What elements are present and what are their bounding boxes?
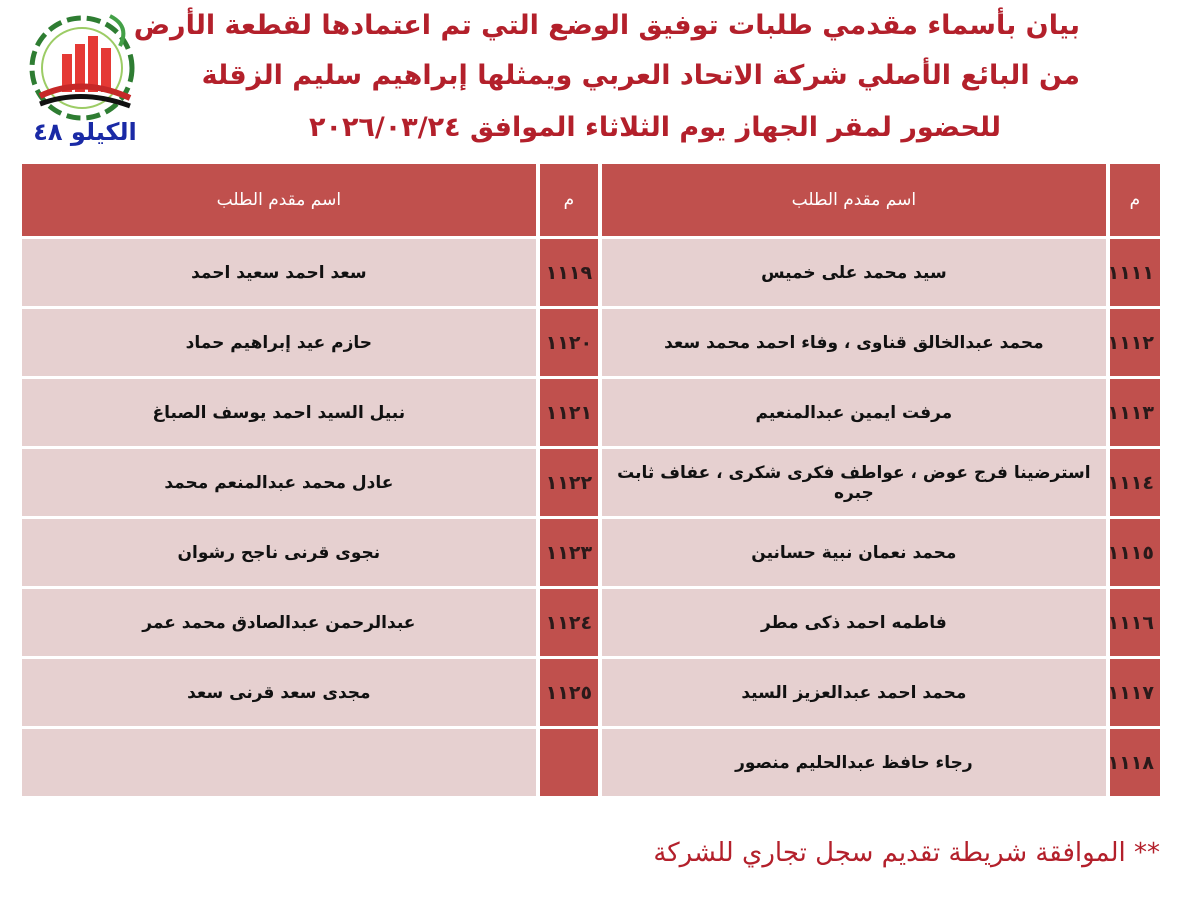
applicant-name-left: عبدالرحمن عبدالصادق محمد عمر (22, 589, 536, 656)
row-number-left: ١١٢١ (540, 379, 598, 446)
header-line-2: من البائع الأصلي شركة الاتحاد العربي ويمثلها إبراهيم سليم الزقلة (201, 60, 1080, 91)
row-number-left: ١١٢٤ (540, 589, 598, 656)
table-row (22, 659, 1160, 726)
applicant-name-left: عادل محمد عبدالمنعم محمد (22, 449, 536, 516)
applicants-table (18, 161, 1164, 799)
table-row (22, 519, 1160, 586)
row-number-right: ١١١٤ (1110, 449, 1160, 516)
row-number-left (540, 729, 598, 796)
applicant-name-left: حازم عيد إبراهيم حماد (22, 309, 536, 376)
header-name-left: اسم مقدم الطلب (22, 164, 536, 236)
row-number-left: ١١٢٢ (540, 449, 598, 516)
logo-text: الكيلو ٤٨ (33, 118, 137, 146)
table-row (22, 309, 1160, 376)
footer-note: ** الموافقة شريطة تقديم سجل تجاري للشركة (653, 838, 1160, 868)
applicant-name-right: محمد احمد عبدالعزيز السيد (602, 659, 1106, 726)
row-number-right: ١١١٦ (1110, 589, 1160, 656)
table-row (22, 729, 1160, 796)
header-line-3: للحضور لمقر الجهاز يوم الثلاثاء الموافق ٢٠٢٦/٠٣/٢٤ (308, 112, 1002, 143)
table-row (22, 589, 1160, 656)
table-header-row (22, 164, 1160, 236)
header-num-left: م (540, 164, 598, 236)
row-number-right: ١١١٨ (1110, 729, 1160, 796)
applicant-name-left (22, 729, 536, 796)
applicant-name-left: سعد احمد سعيد احمد (22, 239, 536, 306)
table-row (22, 239, 1160, 306)
header-name-right: اسم مقدم الطلب (602, 164, 1106, 236)
row-number-right: ١١١٥ (1110, 519, 1160, 586)
applicant-name-left: نبيل السيد احمد يوسف الصباغ (22, 379, 536, 446)
row-number-right: ١١١١ (1110, 239, 1160, 306)
applicant-name-left: نجوى قرنى ناجح رشوان (22, 519, 536, 586)
applicant-name-right: فاطمه احمد ذكى مطر (602, 589, 1106, 656)
applicant-name-right: سيد محمد على خميس (602, 239, 1106, 306)
applicant-name-right: محمد عبدالخالق قناوى ، وفاء احمد محمد سعد (602, 309, 1106, 376)
applicant-name-right: محمد نعمان نبية حسانين (602, 519, 1106, 586)
applicant-name-left: مجدى سعد قرنى سعد (22, 659, 536, 726)
header-num-right: م (1110, 164, 1160, 236)
applicant-name-right: رجاء حافظ عبدالحليم منصور (602, 729, 1106, 796)
row-number-right: ١١١٧ (1110, 659, 1160, 726)
table-row (22, 379, 1160, 446)
table-row (22, 449, 1160, 516)
applicant-name-right: استرضينا فرج عوض ، عواطف فكرى شكرى ، عفاف ثابت جبره (602, 449, 1106, 516)
row-number-right: ١١١٢ (1110, 309, 1160, 376)
row-number-left: ١١٢٥ (540, 659, 598, 726)
row-number-left: ١١١٩ (540, 239, 598, 306)
row-number-left: ١١٢٣ (540, 519, 598, 586)
applicant-name-right: مرفت ايمين عبدالمنعيم (602, 379, 1106, 446)
row-number-left: ١١٢٠ (540, 309, 598, 376)
header-line-1: بيان بأسماء مقدمي طلبات توفيق الوضع التي تم اعتمادها لقطعة الأرض (133, 10, 1080, 41)
row-number-right: ١١١٣ (1110, 379, 1160, 446)
